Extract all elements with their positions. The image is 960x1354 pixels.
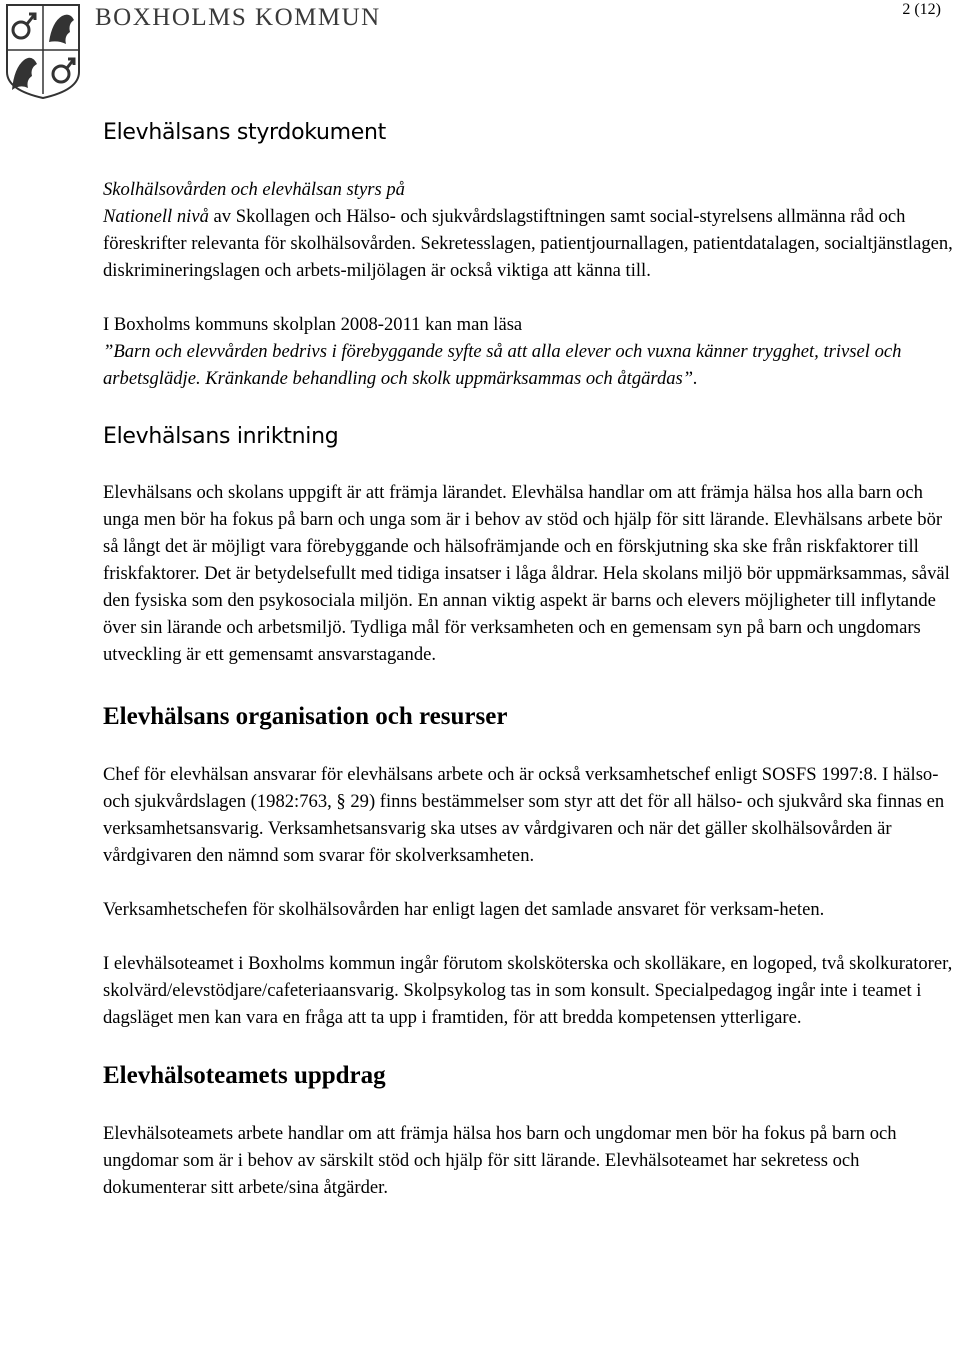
paragraph-organisation-1: Chef för elevhälsan ansvarar för elevhälsans arbete och är också verksamhetschef enligt SOSFS 1997:8. I hälso- och sjukvårdslagen (1982:763, § 29) finns bestämmelser som styr att det för all hälso- och sjukvård ska finnas en verksamhetsansvarig. Verksamhetsansvarig ska utses av vårdgivaren och när det gäller skolhälsovården är vårdgivaren den nämnd som svarar för skolverksamheten.	[103, 764, 945, 866]
paragraph-uppdrag: Elevhälsoteamets arbete handlar om att främja hälsa hos barn och ungdomar men bör ha fokus på barn och ungdomar som är i behov av särskilt stöd och hjälp för sitt lärande. Elevhälsoteamet har sekretess och dokumenterar sitt arbete/sina åtgärder.	[103, 1123, 897, 1198]
paragraph-nationell-niva	[103, 203, 959, 284]
paragraph-skolplan-lead: I Boxholms kommuns skolplan 2008-2011 kan man läsa	[103, 314, 523, 335]
paragraph-organisation-3: I elevhälsoteamet i Boxholms kommun ingår förutom skolsköterska och skolläkare, en logoped, två skolkuratorer, skolvärd/elevstödjare/cafeteriaansvarig. Skolpsykolog tas in som konsult. Specialpedagog ingår inte i teamet i dagsläget men kan vara en fråga att ta upp i framtiden, för att bredda kompetensen ytterligare.	[103, 953, 953, 1028]
page-header	[0, 0, 960, 100]
section-heading-inriktning: Elevhälsans inriktning	[103, 424, 339, 449]
paragraph-lead-italic: Nationell nivå	[103, 206, 209, 227]
section-heading-styrdokument: Elevhälsans styrdokument	[103, 120, 386, 145]
paragraph-organisation-2: Verksamhetschefen för skolhälsovården har enligt lagen det samlade ansvaret för verksam-heten.	[103, 899, 825, 920]
paragraph-skolplan-quote: ”Barn och elevvården bedrivs i förebyggande syfte så att alla elever och vuxna känner trygghet, trivsel och arbetsglädje. Kränkande behandling och skolk uppmärksammas och åtgärdas”.	[103, 341, 902, 389]
section-heading-uppdrag: Elevhälsoteamets uppdrag	[103, 1062, 386, 1089]
paragraph-inriktning: Elevhälsans och skolans uppgift är att främja lärandet. Elevhälsa handlar om att främja hälsa hos alla barn och unga men bör ha fokus på barn och unga som är i behov av stöd och hjälp för sitt lärande. Elevhälsans arbete bör så långt det är möjligt vara förebyggande och hälsofrämjande och en förskjutning ska ske från riskfaktorer till friskfaktorer. Det är betydelsefullt med tidiga insatser i låga åldrar. Hela skolans miljö bör uppmärksammas, såväl den fysiska som den psykosociala miljön. En annan viktig aspekt är barns och elevers möjligheter till inflytande över sin lärande och arbetsmiljö. Tydliga mål för verksamheten och en gemensam syn på barn och ungdomars utveckling är ett gemensamt ansvarstagande.	[103, 482, 950, 665]
section-subheading: Skolhälsovården och elevhälsan styrs på	[103, 179, 405, 200]
organization-name: BOXHOLMS KOMMUN	[95, 4, 381, 31]
document-body	[103, 118, 959, 1201]
paragraph-rest: av Skollagen och Hälso- och sjukvårdslagstiftningen samt social-styrelsens allmänna råd och föreskrifter relevanta för skolhälsovården. Sekretesslagen, patientjournallagen, patientdatalagen, socialtjänstlagen, diskrimineringslagen och arbets-miljölagen är också viktiga att känna till.	[103, 206, 953, 281]
section-heading-organisation: Elevhälsans organisation och resurser	[103, 703, 508, 730]
page-number: 2 (12)	[902, 1, 941, 18]
coat-of-arms-icon	[4, 2, 82, 100]
